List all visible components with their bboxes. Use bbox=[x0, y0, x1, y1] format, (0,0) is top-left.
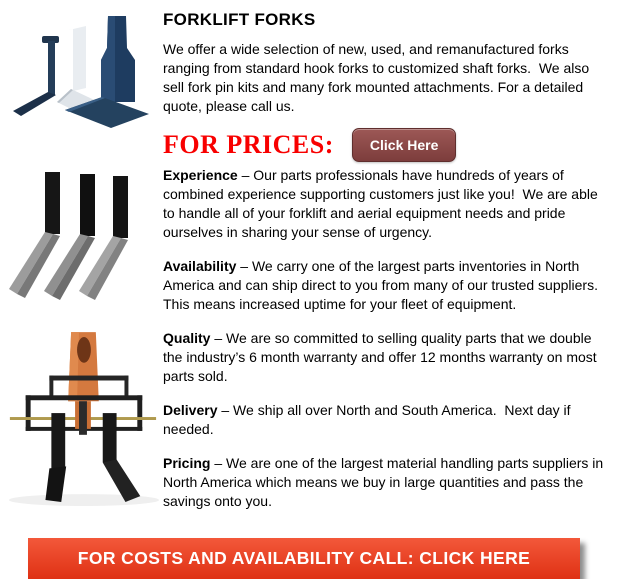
pricing-body: – We are one of the largest material handling parts suppliers in North America which means we buy in large quantities and pass the savings onto you. bbox=[163, 455, 608, 509]
bottom-photo-column bbox=[0, 329, 163, 511]
experience-title: Experience bbox=[163, 167, 238, 183]
pallet-fork-attachment-photo bbox=[0, 329, 163, 511]
click-here-button[interactable]: Click Here bbox=[352, 128, 456, 162]
quality-paragraph bbox=[163, 329, 609, 386]
delivery-body: – We ship all over North and South America. Next day if needed. bbox=[163, 402, 575, 437]
quality-section bbox=[0, 329, 619, 526]
availability-title: Availability bbox=[163, 258, 237, 274]
quality-body: – We are so committed to selling quality parts that we double the industry’s 6 month warranty and offer 12 months warranty on most parts sold. bbox=[163, 330, 601, 384]
costs-availability-banner-link[interactable]: FOR COSTS AND AVAILABILITY CALL: CLICK HERE bbox=[28, 538, 580, 579]
mid-text-column bbox=[163, 166, 619, 329]
page-title: FORKLIFT FORKS bbox=[163, 10, 316, 29]
hook-and-shaft-forks-photo bbox=[7, 8, 157, 136]
intro-text-column bbox=[163, 8, 619, 162]
intro-section bbox=[0, 8, 619, 166]
for-prices-label: FOR PRICES: bbox=[163, 130, 334, 159]
delivery-paragraph bbox=[163, 401, 609, 439]
bottom-text-column bbox=[163, 329, 619, 526]
steel-forks-set-photo bbox=[7, 166, 157, 306]
quality-title: Quality bbox=[163, 330, 211, 346]
intro-paragraph: We offer a wide selection of new, used, and remanufactured forks ranging from standard hook forks to customized shaft forks. We also sell fork pin kits and many fork mounted attachments. For a detailed quote, please call us. bbox=[163, 41, 594, 114]
experience-body: – Our parts professionals have hundreds of years of combined experience supporting customers just like you! We are able to handle all of your forklift and aerial equipment needs and pride ourselves in sharing your sense of urgency. bbox=[163, 167, 602, 240]
experience-section bbox=[0, 166, 619, 329]
intro-photo-column bbox=[0, 8, 163, 136]
prices-row bbox=[163, 128, 609, 162]
availability-paragraph bbox=[163, 257, 609, 314]
availability-body: – We carry one of the largest parts inventories in North America and can ship direct to you from many of our trusted suppliers. This means increased uptime for your fleet of equipment. bbox=[163, 258, 602, 312]
pricing-title: Pricing bbox=[163, 455, 211, 471]
mid-photo-column bbox=[0, 166, 163, 306]
pricing-paragraph bbox=[163, 454, 609, 511]
experience-paragraph bbox=[163, 166, 609, 242]
delivery-title: Delivery bbox=[163, 402, 218, 418]
